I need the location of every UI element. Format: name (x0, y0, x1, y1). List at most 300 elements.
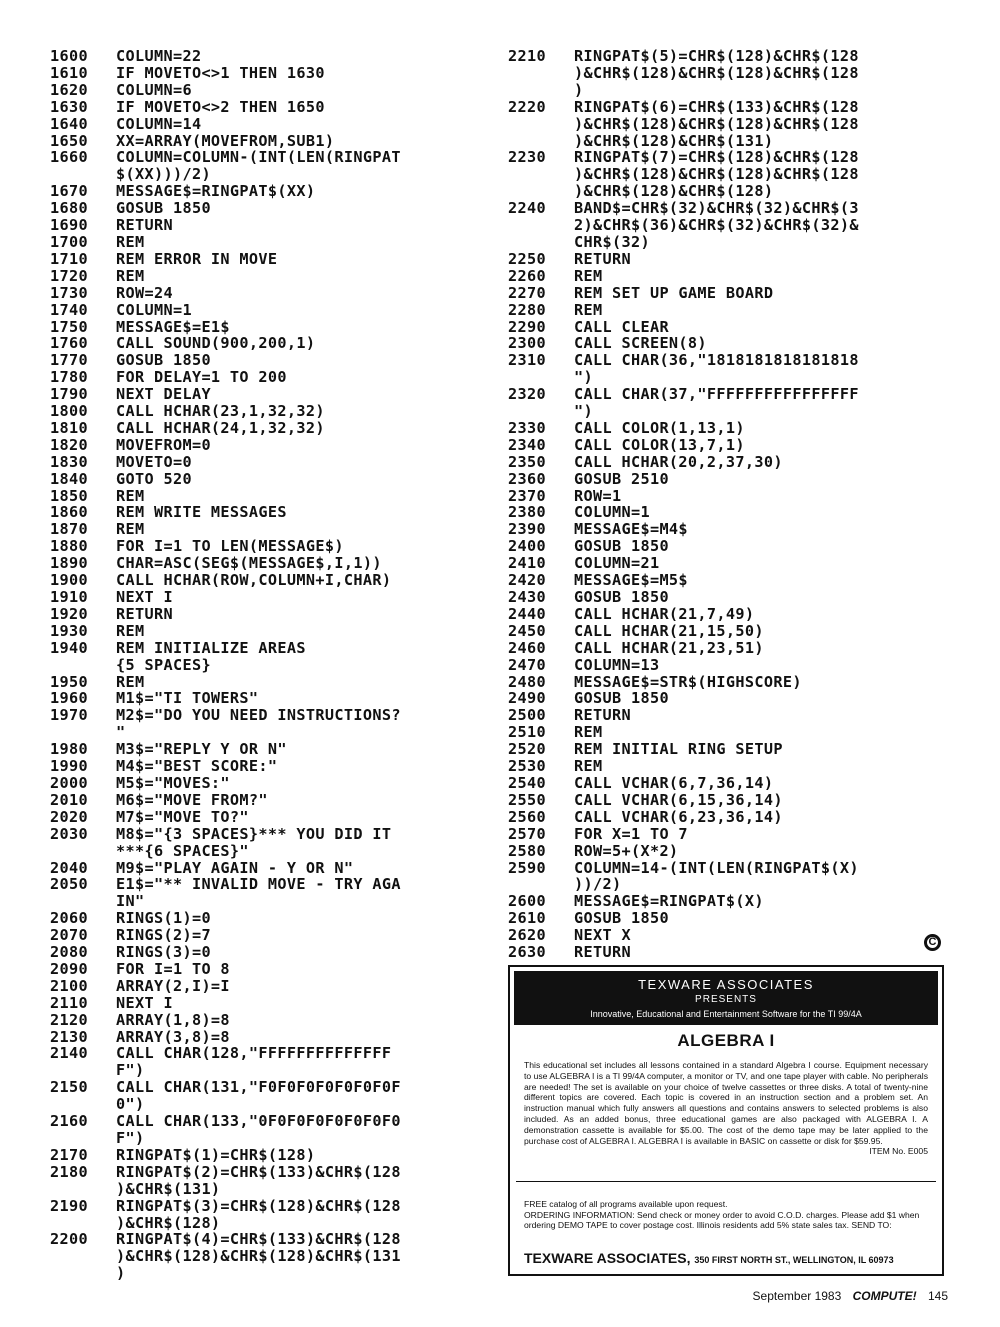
line-code: RINGPAT$(2)=CHR$(133)&CHR$(128 )&CHR$(131) (116, 1162, 401, 1198)
line-number: 2070 (50, 926, 88, 945)
line-number: 2460 (508, 638, 546, 657)
line-code: RINGPAT$(3)=CHR$(128)&CHR$(128 )&CHR$(128) (116, 1196, 401, 1232)
code-line (50, 792, 480, 809)
line-number: 2170 (50, 1145, 88, 1164)
line-code: GOSUB 2510 (574, 469, 669, 488)
line-code: GOSUB 1850 (116, 199, 211, 218)
code-line (508, 352, 938, 386)
line-number: 1750 (50, 317, 88, 336)
code-line (508, 707, 938, 724)
line-code: COLUMN=14 (116, 114, 202, 133)
line-number: 2630 (508, 943, 546, 962)
line-code: RETURN (574, 943, 631, 962)
line-number: 1880 (50, 537, 88, 556)
line-number: 2290 (508, 317, 546, 336)
code-line (50, 809, 480, 826)
line-code: RETURN (574, 706, 631, 725)
line-number: 1920 (50, 604, 88, 623)
code-line (50, 826, 480, 860)
code-line (50, 133, 480, 150)
code-line (50, 403, 480, 420)
line-code: ARRAY(3,8)=8 (116, 1027, 230, 1046)
code-line (508, 809, 938, 826)
code-line (508, 792, 938, 809)
line-code: REM (574, 266, 603, 285)
line-code: RINGPAT$(5)=CHR$(128)&CHR$(128 )&CHR$(128)&CHR$(128)&CHR$(128 ) (574, 47, 859, 99)
code-line (508, 521, 938, 538)
copyright-icon: C (924, 934, 941, 951)
line-code: MESSAGE$=RINGPAT$(XX) (116, 182, 316, 201)
code-line (50, 995, 480, 1012)
code-line (50, 1045, 480, 1079)
line-code: CALL COLOR(13,7,1) (574, 435, 745, 454)
line-number: 2340 (508, 435, 546, 454)
line-number: 2430 (508, 588, 546, 606)
ad-description-text: This educational set includes all lessons contained in a standard Algebra I course. Equipment necessary to use ALGEBRA I is a TI 99/4A computer, a monitor or TV, and one tape player with cable. No peripherals are needed! The set is available on your choice of twelve cassettes or three disks. A total of twenty-nine different topics are covered. Each topic is covered in an instruction section and a problem set. An instruction manual which fully answers all questions and contains answers to selected problems is also included. As an added bonus, three educational games are also packaged with ALGEBRA I. A demonstration cassette is available for $5.00. The cost of the demo tape may be later applied to the purchase cost of ALGEBRA I. ALGEBRA I is available in BASIC on cassette or disk for $59.95. (524, 1060, 928, 1146)
line-number: 1660 (50, 148, 88, 167)
code-line (50, 437, 480, 454)
line-number: 1860 (50, 503, 88, 522)
line-code: NEXT I (116, 993, 173, 1012)
code-line (508, 927, 938, 944)
line-code: IF MOVETO<>2 THEN 1650 (116, 97, 325, 116)
code-line (508, 944, 938, 961)
line-number: 1600 (50, 47, 88, 65)
line-code: MESSAGE$=E1$ (116, 317, 230, 336)
ad-company-name: TEXWARE ASSOCIATES (638, 977, 814, 992)
line-number: 2560 (508, 807, 546, 826)
line-number: 1890 (50, 554, 88, 573)
line-code: CALL CHAR(37,"FFFFFFFFFFFFFFFF ") (574, 385, 859, 421)
magazine-name: COMPUTE! (852, 1289, 917, 1303)
line-number: 2100 (50, 976, 88, 995)
line-number: 1760 (50, 334, 88, 353)
code-line (508, 48, 938, 99)
line-number: 2510 (508, 723, 546, 742)
line-number: 2280 (508, 300, 546, 319)
line-number: 1800 (50, 402, 88, 421)
code-line (50, 538, 480, 555)
line-code: M1$="TI TOWERS" (116, 689, 259, 708)
code-line (508, 589, 938, 606)
line-number: 2450 (508, 621, 546, 640)
code-line (50, 606, 480, 623)
ad-footer-company: TEXWARE ASSOCIATES, (524, 1250, 691, 1266)
line-number: 1850 (50, 486, 88, 505)
line-code: RINGPAT$(4)=CHR$(133)&CHR$(128 )&CHR$(128)&CHR$(128)&CHR$(131 ) (116, 1230, 401, 1283)
line-number: 2120 (50, 1010, 88, 1029)
line-code: RETURN (116, 216, 173, 235)
line-code: E1$="** INVALID MOVE - TRY AGA IN" (116, 875, 401, 911)
code-line (508, 690, 938, 707)
line-code: CALL COLOR(1,13,1) (574, 418, 745, 437)
code-line (50, 707, 480, 741)
line-number: 1720 (50, 266, 88, 285)
ad-footer-street: 350 FIRST NORTH ST., WELLINGTON, IL 60973 (694, 1255, 894, 1265)
line-number: 1640 (50, 114, 88, 133)
line-code: REM (116, 232, 145, 251)
code-line (508, 572, 938, 589)
line-code: ARRAY(1,8)=8 (116, 1010, 230, 1029)
line-code: COLUMN=21 (574, 554, 660, 573)
listing-column-right (508, 48, 938, 961)
code-line (50, 1147, 480, 1164)
line-code: NEXT X (574, 926, 631, 945)
line-number: 2500 (508, 706, 546, 725)
code-line (50, 471, 480, 488)
line-code: CALL CHAR(131,"F0F0F0F0F0F0F0F 0") (116, 1078, 401, 1114)
ad-presents-label: PRESENTS (695, 994, 757, 1005)
line-code: GOSUB 1850 (574, 909, 669, 928)
line-number: 2050 (50, 875, 88, 894)
code-line (508, 488, 938, 505)
line-number: 2260 (508, 266, 546, 285)
code-line (50, 1231, 480, 1282)
line-code: CALL CHAR(128,"FFFFFFFFFFFFFF F") (116, 1044, 392, 1080)
code-line (508, 504, 938, 521)
code-line (50, 1113, 480, 1147)
line-number: 2220 (508, 97, 546, 116)
code-line (508, 775, 938, 792)
code-line (508, 623, 938, 640)
line-number: 2110 (50, 993, 88, 1012)
code-line (508, 149, 938, 200)
code-line (508, 319, 938, 336)
code-line (508, 538, 938, 555)
line-number: 2480 (508, 672, 546, 691)
code-line (50, 268, 480, 285)
line-number: 1610 (50, 63, 88, 82)
code-line (508, 251, 938, 268)
code-line (508, 268, 938, 285)
listing-column-left (50, 48, 480, 1282)
code-line (50, 319, 480, 336)
line-code: FOR DELAY=1 TO 200 (116, 368, 287, 387)
line-code: RINGPAT$(7)=CHR$(128)&CHR$(128 )&CHR$(128)&CHR$(128)&CHR$(128 )&CHR$(128)&CHR$(128) (574, 148, 859, 201)
line-code: CALL CHAR(36,"1818181818181818 ") (574, 351, 859, 387)
line-number: 1870 (50, 520, 88, 539)
line-number: 2160 (50, 1112, 88, 1131)
code-line (508, 606, 938, 623)
code-line (508, 826, 938, 843)
line-number: 1620 (50, 80, 88, 99)
code-line (50, 555, 480, 572)
code-line (50, 1079, 480, 1113)
line-number: 2610 (508, 909, 546, 928)
line-code: COLUMN=1 (116, 300, 192, 319)
code-line (50, 99, 480, 116)
line-code: NEXT I (116, 588, 173, 606)
line-number: 1940 (50, 638, 88, 657)
line-code: REM INITIALIZE AREAS {5 SPACES} (116, 638, 306, 674)
code-line (508, 657, 938, 674)
line-number: 1690 (50, 216, 88, 235)
line-number: 2090 (50, 959, 88, 978)
line-number: 2000 (50, 773, 88, 792)
code-line (508, 437, 938, 454)
line-code: CALL VCHAR(6,23,36,14) (574, 807, 783, 826)
line-number: 2060 (50, 909, 88, 928)
line-number: 1710 (50, 249, 88, 268)
line-number: 2140 (50, 1044, 88, 1063)
line-number: 2230 (508, 148, 546, 167)
line-number: 2470 (508, 655, 546, 674)
line-code: REM SET UP GAME BOARD (574, 283, 774, 302)
code-line (50, 200, 480, 217)
ad-tagline: Innovative, Educational and Entertainment Software for the TI 99/4A (590, 1009, 862, 1019)
line-code: GOSUB 1850 (574, 588, 669, 606)
code-line (508, 843, 938, 860)
code-line (50, 1012, 480, 1029)
code-line (508, 860, 938, 894)
line-code: CALL CLEAR (574, 317, 669, 336)
line-number: 2320 (508, 385, 546, 404)
line-code: REM (574, 300, 603, 319)
code-line (508, 724, 938, 741)
line-code: CALL SOUND(900,200,1) (116, 334, 316, 353)
line-number: 2370 (508, 486, 546, 505)
code-line (508, 758, 938, 775)
line-number: 2190 (50, 1196, 88, 1215)
line-code: MESSAGE$=RINGPAT$(X) (574, 892, 764, 911)
code-line (50, 876, 480, 910)
line-code: CHAR=ASC(SEG$(MESSAGE$,I,1)) (116, 554, 382, 573)
line-code: CALL HCHAR(23,1,32,32) (116, 402, 325, 421)
code-line (50, 302, 480, 319)
line-number: 2040 (50, 858, 88, 877)
code-line (50, 623, 480, 640)
line-number: 2300 (508, 334, 546, 353)
line-code: IF MOVETO<>1 THEN 1630 (116, 63, 325, 82)
code-line (50, 910, 480, 927)
ad-ordering-info (524, 1188, 928, 1231)
code-line (50, 454, 480, 471)
line-number: 1680 (50, 199, 88, 218)
code-line (50, 758, 480, 775)
code-line (50, 961, 480, 978)
code-line (50, 775, 480, 792)
ad-divider (516, 1181, 936, 1182)
ad-product-title: ALGEBRA I (677, 1031, 775, 1050)
line-number: 2580 (508, 841, 546, 860)
code-line (50, 860, 480, 877)
line-number: 2590 (508, 858, 546, 877)
code-line (50, 352, 480, 369)
code-line (50, 116, 480, 133)
line-code: CALL HCHAR(21,23,51) (574, 638, 764, 657)
line-number: 2490 (508, 689, 546, 708)
line-code: REM (574, 757, 603, 776)
line-number: 2180 (50, 1162, 88, 1181)
code-line (508, 454, 938, 471)
code-line (50, 217, 480, 234)
line-number: 1950 (50, 672, 88, 691)
line-number: 2400 (508, 537, 546, 556)
code-line (50, 690, 480, 707)
line-code: M9$="PLAY AGAIN - Y OR N" (116, 858, 354, 877)
line-code: CALL HCHAR(ROW,COLUMN+I,CHAR) (116, 571, 392, 590)
line-code: RINGS(2)=7 (116, 926, 211, 945)
code-line (50, 82, 480, 99)
code-line (50, 1198, 480, 1232)
line-code: RINGS(1)=0 (116, 909, 211, 928)
line-number: 1930 (50, 621, 88, 640)
code-line (508, 893, 938, 910)
code-line (50, 927, 480, 944)
line-code: GOSUB 1850 (574, 689, 669, 708)
line-code: FOR X=1 TO 7 (574, 824, 688, 843)
code-line (50, 149, 480, 183)
line-code: ROW=24 (116, 283, 173, 302)
line-number: 1650 (50, 131, 88, 150)
line-code: NEXT DELAY (116, 385, 211, 404)
line-code: MESSAGE$=M4$ (574, 520, 688, 539)
line-code: FOR I=1 TO 8 (116, 959, 230, 978)
line-number: 1990 (50, 757, 88, 776)
code-line (50, 48, 480, 65)
line-code: GOSUB 1850 (574, 537, 669, 556)
line-code: REM (116, 621, 145, 640)
line-code: ARRAY(2,I)=I (116, 976, 230, 995)
code-line (508, 200, 938, 251)
line-code: CALL HCHAR(21,15,50) (574, 621, 764, 640)
line-number: 1730 (50, 283, 88, 302)
line-number: 2030 (50, 824, 88, 843)
line-code: MESSAGE$=STR$(HIGHSCORE) (574, 672, 802, 691)
code-line (508, 910, 938, 927)
line-number: 2380 (508, 503, 546, 522)
line-code: FOR I=1 TO LEN(MESSAGE$) (116, 537, 344, 556)
line-number: 2330 (508, 418, 546, 437)
line-number: 2200 (50, 1230, 88, 1249)
line-code: REM (574, 723, 603, 742)
line-number: 2210 (508, 47, 546, 65)
issue-date: September 1983 (752, 1289, 842, 1303)
line-code: CALL HCHAR(20,2,37,30) (574, 452, 783, 471)
line-code: RINGS(3)=0 (116, 943, 211, 962)
code-line (50, 369, 480, 386)
line-number: 2570 (508, 824, 546, 843)
line-code: REM (116, 672, 145, 691)
code-line (508, 99, 938, 150)
code-line (50, 504, 480, 521)
code-line (50, 65, 480, 82)
line-number: 2540 (508, 773, 546, 792)
line-code: BAND$=CHR$(32)&CHR$(32)&CHR$(3 2)&CHR$(36)&CHR$(32)&CHR$(32)& CHR$(32) (574, 199, 859, 251)
line-number: 2360 (508, 469, 546, 488)
line-number: 2520 (508, 740, 546, 759)
line-code: M8$="{3 SPACES}*** YOU DID IT ***{6 SPACES}" (116, 824, 392, 860)
code-line (50, 335, 480, 352)
line-code: CALL HCHAR(21,7,49) (574, 604, 755, 623)
line-code: M5$="MOVES:" (116, 773, 230, 792)
line-number: 2150 (50, 1078, 88, 1097)
line-number: 1910 (50, 588, 88, 606)
line-code: GOSUB 1850 (116, 351, 211, 370)
line-code: COLUMN=1 (574, 503, 650, 522)
line-number: 1900 (50, 571, 88, 590)
line-code: M2$="DO YOU NEED INSTRUCTIONS? " (116, 706, 401, 742)
texware-advertisement (508, 965, 944, 1276)
line-number: 2620 (508, 926, 546, 945)
ad-header-banner (514, 971, 938, 1025)
code-line (508, 386, 938, 420)
code-line (50, 572, 480, 589)
line-number: 1820 (50, 435, 88, 454)
code-line (50, 741, 480, 758)
code-line (50, 978, 480, 995)
line-code: CALL SCREEN(8) (574, 334, 707, 353)
line-code: RETURN (116, 604, 173, 623)
code-line (50, 589, 480, 606)
line-number: 1960 (50, 689, 88, 708)
line-number: 2550 (508, 790, 546, 809)
line-number: 1980 (50, 740, 88, 759)
line-number: 2410 (508, 554, 546, 573)
line-code: COLUMN=COLUMN-(INT(LEN(RINGPAT $(XX)))/2) (116, 148, 401, 184)
line-code: COLUMN=6 (116, 80, 192, 99)
code-line (50, 386, 480, 403)
line-number: 2020 (50, 807, 88, 826)
line-code: CALL VCHAR(6,7,36,14) (574, 773, 774, 792)
code-line (508, 471, 938, 488)
line-number: 2530 (508, 757, 546, 776)
code-line (50, 521, 480, 538)
line-code: CALL VCHAR(6,15,36,14) (574, 790, 783, 809)
line-code: M3$="REPLY Y OR N" (116, 740, 287, 759)
code-line (50, 183, 480, 200)
line-code: REM WRITE MESSAGES (116, 503, 287, 522)
line-code: MOVETO=0 (116, 452, 192, 471)
code-line (50, 944, 480, 961)
code-line (50, 420, 480, 437)
ad-description (524, 1060, 928, 1157)
line-number: 2310 (508, 351, 546, 370)
line-number: 1810 (50, 418, 88, 437)
line-code: M6$="MOVE FROM?" (116, 790, 268, 809)
code-line (50, 251, 480, 268)
line-number: 2250 (508, 249, 546, 268)
line-code: REM (116, 486, 145, 505)
line-code: MOVEFROM=0 (116, 435, 211, 454)
line-number: 2010 (50, 790, 88, 809)
code-line (508, 674, 938, 691)
line-code: REM (116, 520, 145, 539)
line-number: 1700 (50, 232, 88, 251)
line-code: MESSAGE$=M5$ (574, 571, 688, 590)
line-code: M7$="MOVE TO?" (116, 807, 249, 826)
code-line (50, 234, 480, 251)
page-footer (753, 1289, 948, 1303)
line-number: 2350 (508, 452, 546, 471)
code-line (508, 555, 938, 572)
line-code: COLUMN=22 (116, 47, 202, 65)
code-line (50, 1029, 480, 1046)
line-code: RINGPAT$(1)=CHR$(128) (116, 1145, 316, 1164)
code-line (508, 420, 938, 437)
line-number: 2240 (508, 199, 546, 218)
line-number: 2080 (50, 943, 88, 962)
line-code: COLUMN=14-(INT(LEN(RINGPAT$(X) ))/2) (574, 858, 859, 894)
page-number: 145 (927, 1289, 948, 1303)
code-line (508, 302, 938, 319)
line-code: ROW=5+(X*2) (574, 841, 679, 860)
line-number: 2440 (508, 604, 546, 623)
code-line (50, 640, 480, 674)
line-number: 2130 (50, 1027, 88, 1046)
code-line (508, 741, 938, 758)
code-line (50, 488, 480, 505)
